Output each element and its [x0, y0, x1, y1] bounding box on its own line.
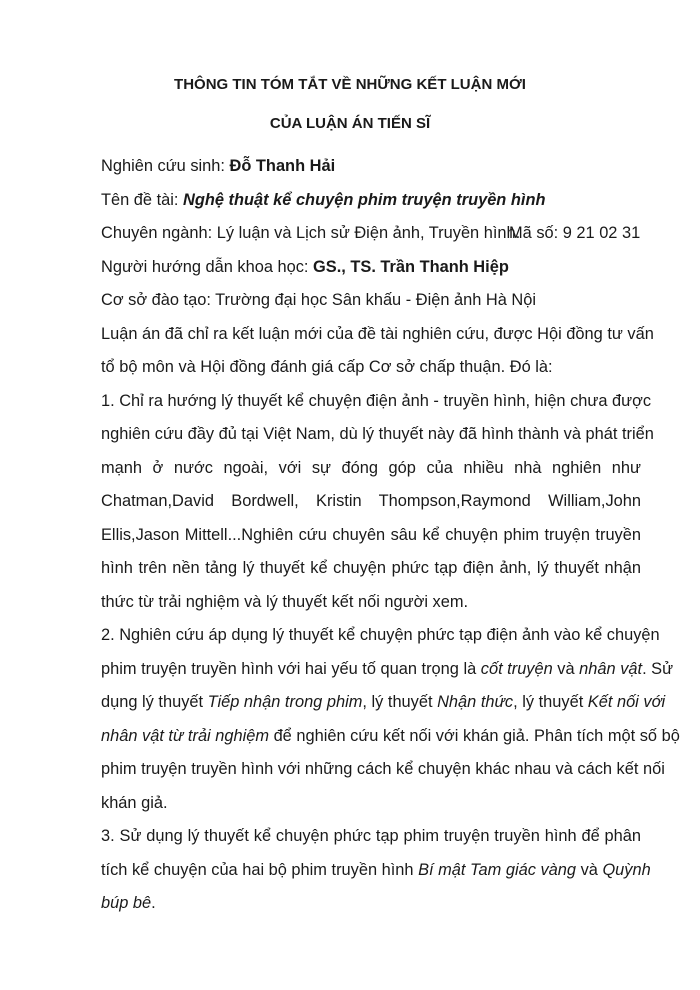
point1-line-2: nghiên cứu đầy đủ tại Việt Nam, dù lý thuyết này đã hình thành và phát triển [101, 425, 654, 443]
point3-line-1: 3. Sử dụng lý thuyết kể chuyện phức tạp phim truyện truyền hình để phân [101, 827, 641, 845]
point2-italic-cognition: Nhận thức [437, 693, 514, 711]
point2-italic-connection: Kết nối với [587, 693, 666, 711]
point2-text: để nghiên cứu kết nối với khán giả. Phân tích một số bộ [269, 727, 680, 745]
point1-line-4: Chatman,David Bordwell, Kristin Thompson,Raymond William,John [101, 492, 641, 510]
major-text: Chuyên ngành: Lý luận và Lịch sử Điện ảnh, Truyền hình. [101, 224, 521, 242]
point2-text: . Sử [642, 660, 674, 678]
institution-line: Cơ sở đào tạo: Trường đại học Sân khấu - Điện ảnh Hà Nội [101, 291, 536, 309]
topic-line [101, 191, 545, 210]
point2-text: , lý thuyết [513, 693, 588, 711]
point2-line-5: phim truyện truyền hình với những cách kể chuyện khác nhau và cách kết nối [101, 760, 665, 778]
point2-text: , lý thuyết [362, 693, 438, 711]
point2-text: phim truyện truyền hình với hai yếu tố quan trọng là [101, 660, 481, 678]
topic-name: Nghệ thuật kể chuyện phim truyện truyền hình [183, 191, 546, 209]
point3-italic-film2-end: búp bê [101, 894, 152, 912]
point3-italic-film2: Quỳnh [602, 861, 651, 879]
advisor-name: GS., TS. Trần Thanh Hiệp [313, 258, 509, 276]
point2-text: và [552, 660, 580, 678]
student-label: Nghiên cứu sinh: [101, 157, 230, 175]
point3-text: và [576, 861, 603, 879]
point2-line-1: 2. Nghiên cứu áp dụng lý thuyết kể chuyện phức tạp điện ảnh vào kể chuyện [101, 626, 660, 644]
code-text: Mã số: 9 21 02 31 [509, 224, 641, 242]
point1-line-5: Ellis,Jason Mittell...Nghiên cứu chuyên sâu kể chuyện phim truyện truyền [101, 526, 641, 544]
topic-label: Tên đề tài: [101, 191, 184, 209]
point2-italic-reception: Tiếp nhận trong phim [207, 693, 363, 711]
point2-line-3 [101, 693, 666, 712]
point1-line-1: 1. Chỉ ra hướng lý thuyết kể chuyện điện ảnh - truyền hình, hiện chưa được [101, 392, 652, 410]
title-line-2: CỦA LUẬN ÁN TIẾN SĨ [269, 115, 431, 132]
intro-line-2: tổ bộ môn và Hội đồng đánh giá cấp Cơ sở chấp thuận. Đó là: [101, 358, 553, 376]
point2-line-6: khán giả. [101, 794, 168, 812]
point2-text: dụng lý thuyết [101, 693, 208, 711]
point1-line-7: thức từ trải nghiệm và lý thuyết kết nối người xem. [101, 593, 469, 611]
point2-italic-character: nhân vật [579, 660, 643, 678]
point3-line-3 [101, 894, 641, 913]
point1-line-6: hình trên nền tảng lý thuyết kể chuyện phức tạp điện ảnh, lý thuyết nhận [101, 559, 641, 577]
major-line [101, 224, 520, 243]
point3-text: tích kể chuyện của hai bộ phim truyền hình [101, 861, 419, 879]
advisor-label: Người hướng dẫn khoa học: [101, 258, 314, 276]
intro-line-1: Luận án đã chỉ ra kết luận mới của đề tài nghiên cứu, được Hội đồng tư vấn [101, 325, 654, 343]
point1-line-3: mạnh ở nước ngoài, với sự đóng góp của nhiều nhà nghiên như [101, 459, 641, 477]
point3-text: . [151, 894, 156, 912]
point3-italic-film1: Bí mật Tam giác vàng [418, 861, 577, 879]
point2-italic-plot: cốt truyện [480, 660, 553, 678]
title-line-1: THÔNG TIN TÓM TẮT VỀ NHỮNG KẾT LUẬN MỚI [174, 76, 526, 93]
point2-line-4 [101, 727, 680, 746]
point2-line-2 [101, 660, 674, 679]
advisor-line [101, 258, 509, 277]
point2-italic-experience: nhân vật từ trải nghiệm [101, 727, 270, 745]
point3-line-2 [101, 861, 651, 880]
student-name: Đỗ Thanh Hải [229, 157, 336, 175]
student-line [101, 157, 335, 176]
